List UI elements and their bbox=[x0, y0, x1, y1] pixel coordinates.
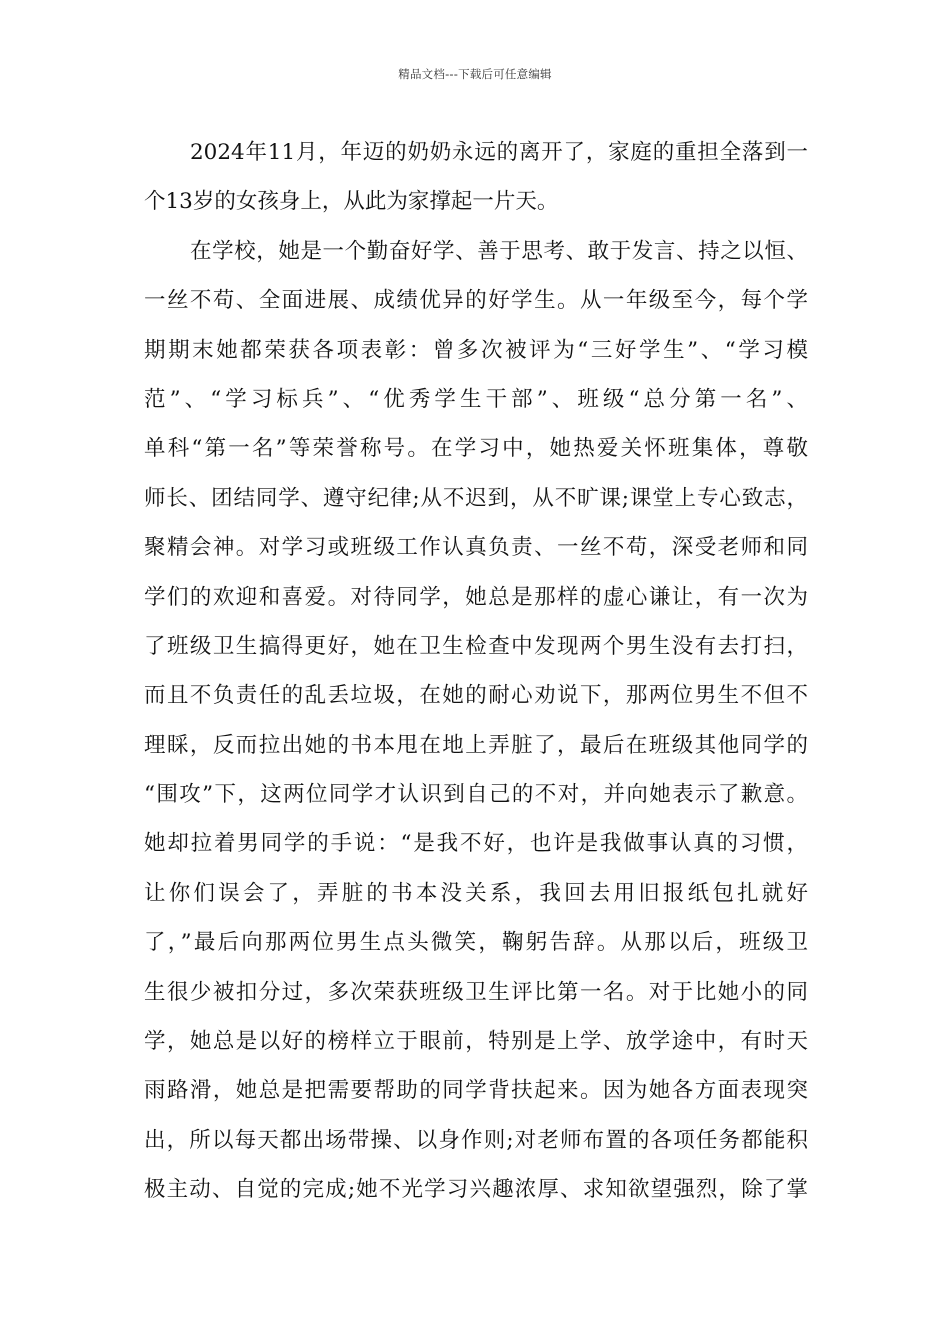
paragraph-2-line-12: “围攻”下，这两位同学才认识到自己的不对，并向她表示了歉意。 bbox=[144, 782, 808, 808]
paragraph-2-line-6: 师长、团结同学、遵守纪律;从不迟到，从不旷课;课堂上专心致志， bbox=[144, 485, 808, 511]
paragraph-2-line-9: 了班级卫生搞得更好，她在卫生检查中发现两个男生没有去打扫， bbox=[144, 633, 808, 659]
document-body bbox=[144, 128, 808, 1215]
paragraph-2-line-18: 雨路滑，她总是把需要帮助的同学背扶起来。因为她各方面表现突 bbox=[144, 1078, 808, 1104]
paragraph-2-line-4: 范”、“学习标兵”、“优秀学生干部”、班级“总分第一名”、 bbox=[144, 386, 808, 412]
paragraph-1-line-1: 2024年11月，年迈的奶奶永远的离开了，家庭的重担全落到一 bbox=[190, 140, 808, 165]
paragraph-2-line-17: 学，她总是以好的榜样立于眼前，特别是上学、放学途中，有时天 bbox=[144, 1029, 808, 1055]
paragraph-1-line-2: 个13岁的女孩身上，从此为家撑起一片天。 bbox=[144, 189, 559, 215]
paragraph-2-line-19: 出，所以每天都出场带操、以身作则;对老师布置的各项任务都能积 bbox=[144, 1127, 808, 1153]
page-header: 精品文档---下载后可任意编辑 bbox=[398, 67, 552, 81]
paragraph-2-line-14: 让你们误会了，弄脏的书本没关系，我回去用旧报纸包扎就好 bbox=[144, 880, 808, 906]
paragraph-2-line-16: 生很少被扣分过，多次荣获班级卫生评比第一名。对于比她小的同 bbox=[144, 979, 808, 1005]
paragraph-2-line-13: 她却拉着男同学的手说：“是我不好，也许是我做事认真的习惯， bbox=[144, 831, 808, 857]
paragraph-2-line-7: 聚精会神。对学习或班级工作认真负责、一丝不苟，深受老师和同 bbox=[144, 535, 808, 561]
paragraph-2-line-2: 一丝不苟、全面进展、成绩优异的好学生。从一年级至今，每个学 bbox=[144, 288, 808, 314]
paragraph-2-line-5: 单科“第一名”等荣誉称号。在学习中，她热爱关怀班集体，尊敬 bbox=[144, 436, 808, 462]
paragraph-2-line-8: 学们的欢迎和喜爱。对待同学，她总是那样的虚心谦让，有一次为 bbox=[144, 584, 808, 610]
paragraph-2-line-3: 期期末她都荣获各项表彰：曾多次被评为“三好学生”、“学习模 bbox=[144, 337, 808, 363]
paragraph-2-line-10: 而且不负责任的乱丢垃圾，在她的耐心劝说下，那两位男生不但不 bbox=[144, 683, 808, 709]
paragraph-2-line-1: 在学校，她是一个勤奋好学、善于思考、敢于发言、持之以恒、 bbox=[190, 238, 808, 264]
paragraph-2-line-11: 理睬，反而拉出她的书本甩在地上弄脏了，最后在班级其他同学的 bbox=[144, 732, 808, 758]
paragraph-2-line-15: 了，”最后向那两位男生点头微笑，鞠躬告辞。从那以后，班级卫 bbox=[144, 930, 808, 956]
paragraph-2-line-20: 极主动、自觉的完成;她不光学习兴趣浓厚、求知欲望强烈，除了掌 bbox=[144, 1177, 808, 1203]
